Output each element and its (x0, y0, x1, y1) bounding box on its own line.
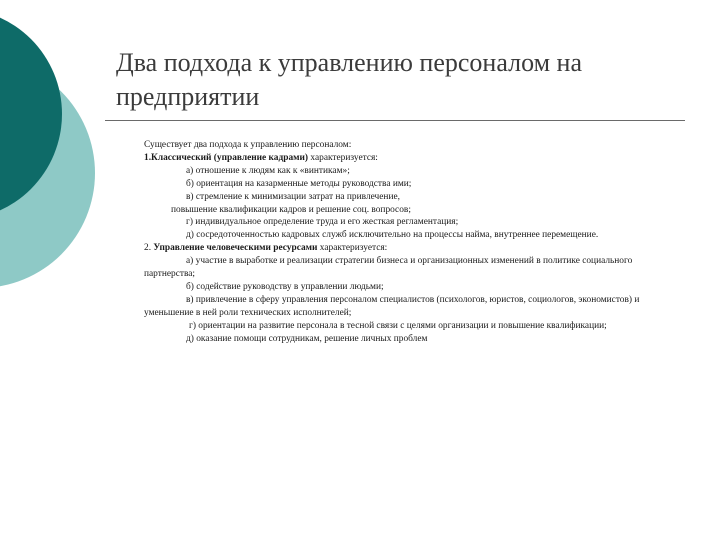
section-2-item-b: б) содействие руководству в управлении людьми; (186, 281, 384, 292)
section-1-heading-rest: характеризуется: (308, 152, 378, 163)
section-2-heading-line (144, 242, 654, 255)
slide-decoration (0, 0, 110, 540)
slide-body (144, 139, 654, 346)
slide-title: Два подхода к управлению персоналом на предприятии (116, 48, 582, 111)
section-1-heading-line (144, 152, 654, 165)
section-1-item-a: а) отношение к людям как к «винтикам»; (186, 165, 350, 176)
section-2-heading-rest: характеризуется: (317, 243, 388, 254)
intro-text: Существует два подхода к управлению персоналом: (144, 140, 352, 150)
section-2-prefix: 2. (144, 243, 154, 254)
section-2-item-e: д) оказание помощи сотрудникам, решение личных проблем (186, 333, 428, 344)
section-2-item-c: в) привлечение в сферу управления персоналом специалистов (психологов, юристов, социологов, экономистов) и уменьшение в ней роли технических исполнителей; (144, 294, 640, 318)
section-1-item-c: в) стремление к минимизации затрат на привлечение, (186, 191, 400, 202)
section-1-item-d: г) индивидуальное определение труда и его жесткая регламентация; (186, 217, 459, 228)
section-1-heading: 1.Классический (управление кадрами) (144, 152, 309, 163)
section-2-item-d: г) ориентации на развитие персонала в тесной связи с целями организации и повышение квалификации; (189, 320, 607, 331)
section-2-item-a: а) участие в выработке и реализации стратегии бизнеса и организационных изменений в политике социального партнерства; (144, 256, 633, 280)
section-1-item-b: б) ориентация на казарменные методы руководства ими; (186, 178, 412, 189)
section-2-heading: Управление человеческими ресурсами (153, 243, 318, 254)
title-divider (105, 120, 685, 121)
section-1-item-e: д) сосредоточенностью кадровых служб исключительно на процессы найма, внутреннее перемещение. (186, 230, 599, 241)
section-1-item-c-cont: повышение квалификации кадров и решение соц. вопросов; (171, 204, 411, 215)
